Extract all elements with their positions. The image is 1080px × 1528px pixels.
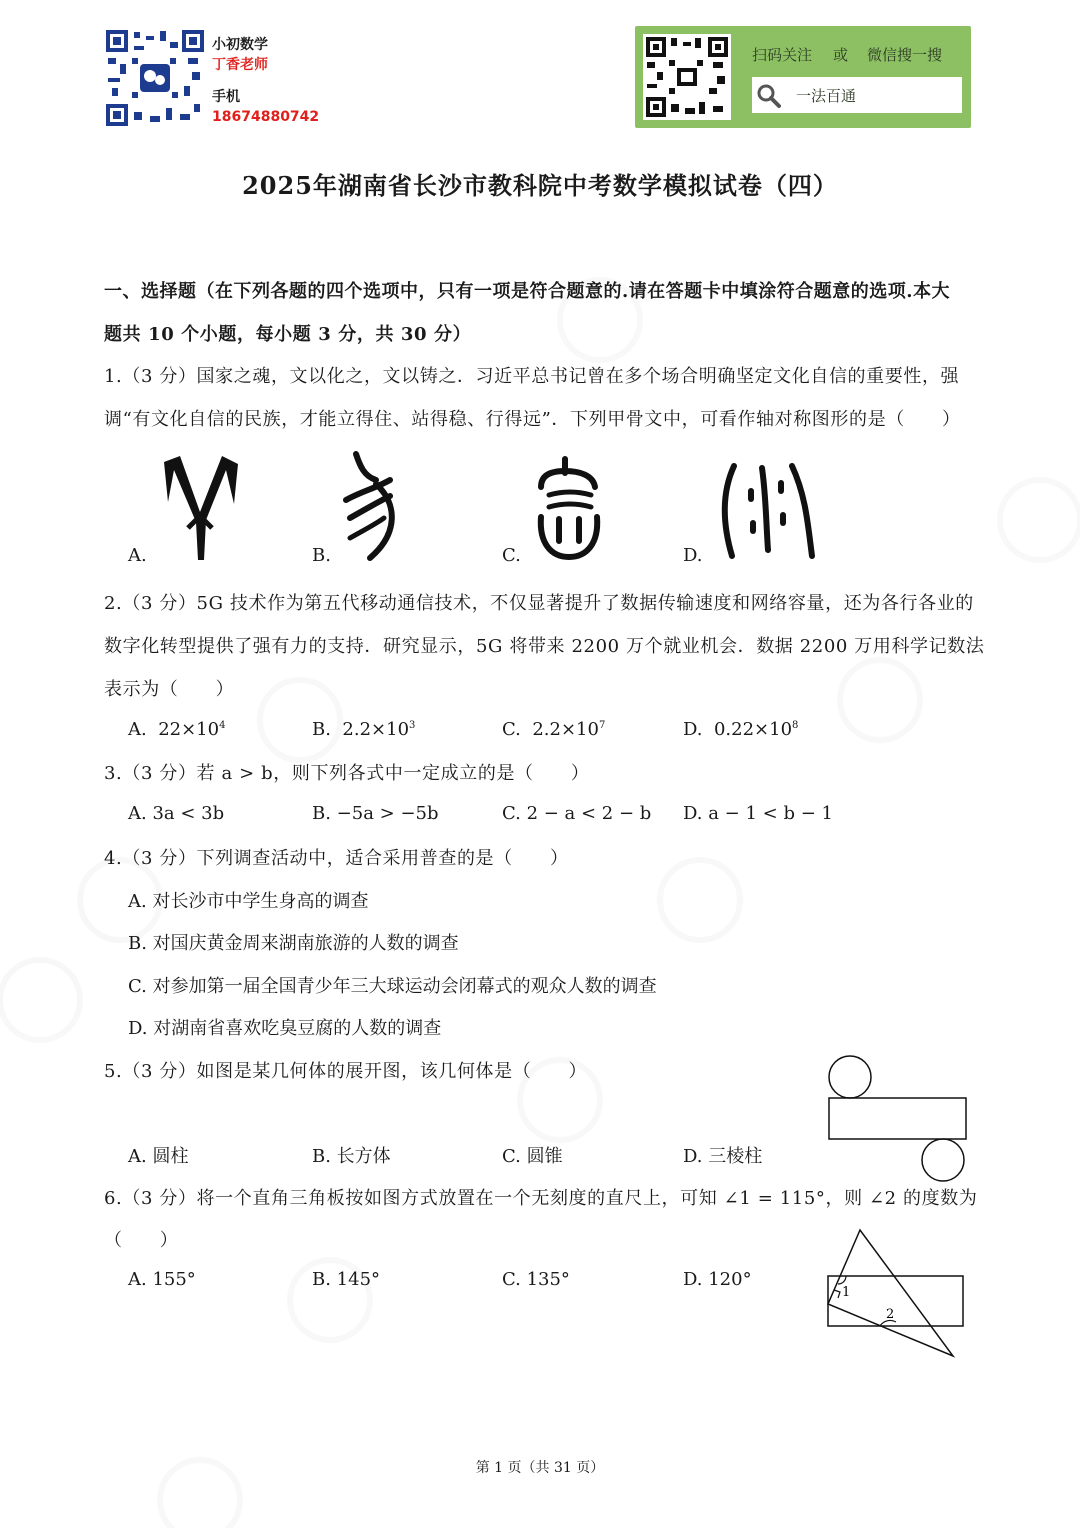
q5-option-a: A. 圆柱	[128, 1146, 189, 1167]
net-top-circle	[829, 1056, 871, 1098]
triangle-ruler-figure	[822, 1226, 968, 1360]
q6-option-b: B. 145°	[312, 1269, 381, 1290]
follow-text-scan: 扫码关注	[752, 46, 813, 64]
page-footer: 第 1 页（共 31 页）	[475, 1460, 605, 1476]
q2-line1: 2.（3 分）5G 技术作为第五代移动通信技术，不仅显著提升了数据传输速度和网络容量，还为各行各业的	[104, 593, 974, 614]
oracle-glyph-b	[342, 450, 402, 562]
contact-line3: 手机	[212, 89, 240, 105]
q2-option-c-base: 2.2×10	[532, 719, 599, 740]
q2-option-c-label: C.	[502, 719, 521, 740]
q1-line1: 1.（3 分）国家之魂，文以化之，文以铸之．习近平总书记曾在多个场合明确坚定文化自信的重要性，强	[104, 366, 960, 387]
q4-line1: 4.（3 分）下列调查活动中，适合采用普查的是（ ）	[104, 848, 569, 869]
q6-line1: 6.（3 分）将一个直角三角板按如图方式放置在一个无刻度的直尺上，可知 ∠1 = 115°，则 ∠2 的度数为	[104, 1188, 978, 1209]
q2-option-d-exp: 8	[792, 720, 799, 731]
q2-line2: 数字化转型提供了强有力的支持．研究显示，5G 将带来 2200 万个就业机会．数据 2200 万用科学记数法	[104, 636, 985, 657]
ruler-rectangle	[828, 1276, 963, 1326]
q4-option-c: C. 对参加第一届全国青少年三大球运动会闭幕式的观众人数的调查	[128, 976, 657, 997]
angle1-label: 1	[842, 1285, 851, 1300]
q4-option-b: B. 对国庆黄金周来湖南旅游的人数的调查	[128, 933, 459, 954]
net-rectangle	[829, 1098, 966, 1139]
q3-option-d: D. a − 1 < b − 1	[683, 803, 833, 824]
q2-option-c	[502, 719, 605, 740]
q6-option-d: D. 120°	[683, 1269, 752, 1290]
q4-option-d: D. 对湖南省喜欢吃臭豆腐的人数的调查	[128, 1018, 442, 1039]
wechat-search-box[interactable]	[752, 77, 962, 113]
oracle-glyph-c	[535, 455, 603, 561]
q1-option-b-label: B.	[312, 545, 331, 566]
q2-option-d-base: 0.22×10	[713, 719, 793, 740]
follow-text-search: 微信搜一搜	[867, 46, 943, 64]
oracle-glyph-a	[160, 452, 242, 562]
page-title: 2025年湖南省长沙市教科院中考数学模拟试卷（四）	[242, 171, 838, 200]
q5-option-c: C. 圆锥	[502, 1146, 563, 1167]
q4-option-a: A. 对长沙市中学生身高的调查	[128, 891, 369, 912]
q2-option-b-exp: 3	[409, 720, 416, 731]
q6-option-c: C. 135°	[502, 1269, 570, 1290]
section1-line1: 一、选择题（在下列各题的四个选项中，只有一项是符合题意的.请在答题卡中填涂符合题意的选项.本大	[104, 281, 951, 302]
contact-line1: 小初数学	[212, 37, 268, 53]
qr-code-icon-follow	[643, 34, 731, 120]
q6-line2: （ ）	[104, 1230, 179, 1251]
q2-option-a-label: A.	[128, 719, 147, 740]
q2-option-d-label: D.	[683, 719, 703, 740]
contact-block	[104, 28, 320, 128]
angle2-label: 2	[886, 1307, 895, 1322]
q2-option-b	[312, 719, 415, 740]
q3-option-b: B. −5a > −5b	[312, 803, 439, 824]
q2-line3: 表示为（ ）	[104, 679, 235, 700]
q5-option-d: D. 三棱柱	[683, 1146, 763, 1167]
search-icon	[756, 83, 782, 109]
right-angle-mark	[834, 1290, 840, 1298]
q1-option-d-label: D.	[683, 545, 703, 566]
oracle-glyph-d	[716, 462, 816, 560]
q2-option-b-base: 2.2×10	[342, 719, 410, 740]
qr-code-icon	[104, 28, 206, 128]
q2-option-c-exp: 7	[598, 720, 606, 731]
q1-option-c-label: C.	[502, 545, 521, 566]
follow-text-or: 或	[833, 46, 849, 64]
q2-option-d	[683, 719, 798, 740]
q3-line1: 3.（3 分）若 a > b，则下列各式中一定成立的是（ ）	[104, 763, 590, 784]
q1-line2: 调“有文化自信的民族，才能立得住、站得稳、行得远”．下列甲骨文中，可看作轴对称图形的是（ ）	[104, 409, 961, 430]
q5-option-b: B. 长方体	[312, 1146, 391, 1167]
q6-option-a: A. 155°	[128, 1269, 196, 1290]
net-bottom-circle	[922, 1139, 964, 1181]
q3-option-c: C. 2 − a < 2 − b	[502, 803, 652, 824]
search-value: 一法百通	[796, 87, 857, 105]
section1-line2: 题共 10 个小题，每小题 3 分，共 30 分）	[104, 324, 472, 345]
q2-option-a-base: 22×10	[158, 719, 220, 740]
q2-option-b-label: B.	[312, 719, 331, 740]
q2-option-a-exp: 4	[219, 720, 226, 731]
q1-option-a-label: A.	[128, 545, 147, 566]
q2-option-a	[128, 719, 225, 740]
q3-option-a: A. 3a < 3b	[128, 803, 225, 824]
cylinder-net-figure	[825, 1052, 970, 1184]
q5-line1: 5.（3 分）如图是某几何体的展开图，该几何体是（ ）	[104, 1061, 588, 1082]
contact-line2: 丁香老师	[212, 57, 268, 73]
contact-phone: 18674880742	[212, 109, 320, 125]
